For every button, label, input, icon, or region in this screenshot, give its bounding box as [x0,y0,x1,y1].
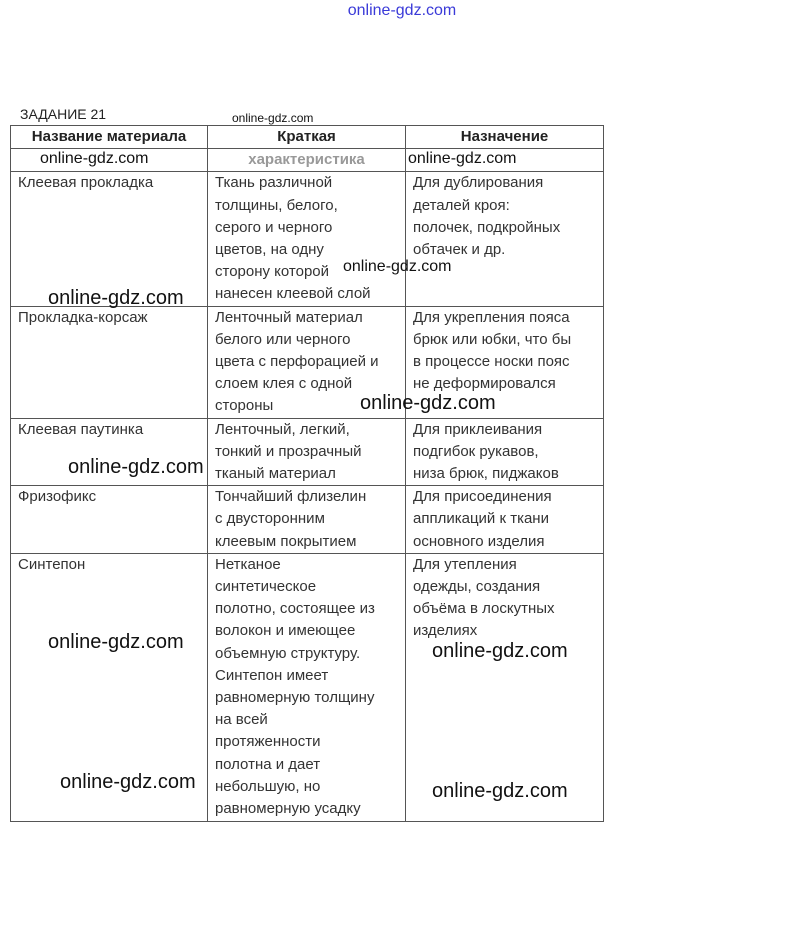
material-purpose: Для утепления одежды, создания объёма в лоскутных изделиях [406,553,604,821]
watermark: online-gdz.com [432,640,568,662]
header-short-description: Краткая [208,126,406,149]
header-material-name: Название материала [11,126,208,149]
material-name: Фризофикс [11,486,208,554]
watermark: online-gdz.com [48,287,184,309]
material-description: Ленточный, легкий, тонкий и прозрачный тканый материал [208,418,406,486]
material-description: Ленточный материал белого или черного цвета с перфорацией и слоем клея с одной стороны [208,306,406,418]
header-purpose: Назначение [406,126,604,149]
material-purpose: Для присоединения аппликаций к ткани основного изделия [406,486,604,554]
watermark: online-gdz.com [60,771,196,793]
small-watermark: online-gdz.com [232,111,314,125]
header-continuation: характеристика [208,149,406,172]
watermark: online-gdz.com [40,150,149,167]
material-name: Синтепон [11,553,208,821]
material-description: Нетканое синтетическое полотно, состоящее из волокон и имеющее объемную структуру. Синтепон имеет равномерную толщину на всей протяженности полотна и дает небольшую, но равномерную усадку [208,553,406,821]
table-header-row [11,126,604,149]
table-row [11,306,604,418]
watermark: online-gdz.com [68,456,204,478]
top-watermark: online-gdz.com [347,2,457,19]
table-row [11,172,604,306]
material-name: Прокладка-корсаж [11,306,208,418]
watermark: online-gdz.com [360,392,496,414]
task-title: ЗАДАНИЕ 21 [20,106,107,122]
watermark: online-gdz.com [48,631,184,653]
material-name: Клеевая паутинка [11,418,208,486]
watermark: online-gdz.com [343,258,452,275]
material-purpose: Для дублирования деталей кроя: полочек, подкройных обтачек и др. [406,172,604,306]
material-description: Ткань различной толщины, белого, серого и черного цветов, на одну сторону которой нанесен клеевой слой [208,172,406,306]
watermark: online-gdz.com [432,780,568,802]
watermark: online-gdz.com [408,150,517,167]
table-row [11,486,604,554]
material-name: Клеевая прокладка [11,172,208,306]
material-description: Тончайший флизелин с двусторонним клеевым покрытием [208,486,406,554]
material-purpose: Для укрепления пояса брюк или юбки, что бы в процессе носки пояс не деформировался [406,306,604,418]
material-purpose: Для приклеивания подгибок рукавов, низа брюк, пиджаков [406,418,604,486]
